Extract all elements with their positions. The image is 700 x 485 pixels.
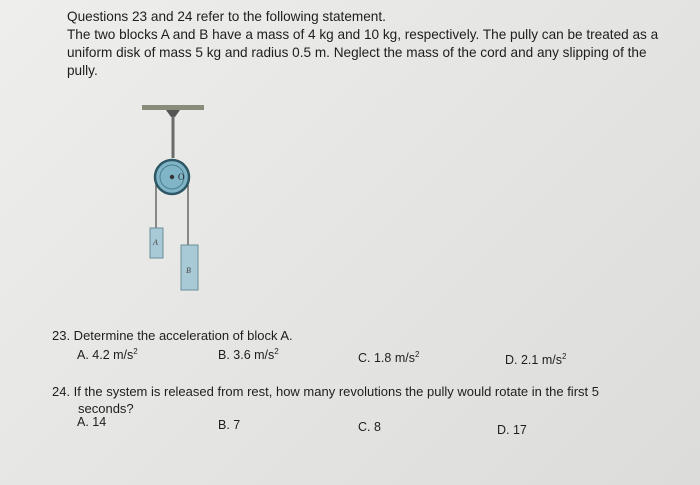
q24-option-a: A. 14 [77, 415, 107, 429]
question-23: 23. Determine the acceleration of block A. [52, 328, 293, 343]
q23-option-a-text: A. 4.2 m/s [77, 348, 134, 363]
q23-option-b [218, 347, 279, 362]
q23-option-c-power: 2 [414, 350, 420, 359]
question-24 [52, 383, 652, 417]
q23-option-b-text: B. 3.6 m/s [218, 348, 275, 363]
problem-line-2: uniform disk of mass 5 kg and radius 0.5 m. Neglect the mass of the cord and any slipping of the [67, 45, 647, 60]
problem-line-3: pully. [67, 63, 98, 78]
block-b-label: B [186, 266, 191, 275]
q24-option-b: B. 7 [218, 418, 241, 432]
q23-option-c-text: C. 1.8 m/s [358, 351, 415, 366]
q23-option-d-text: D. 2.1 m/s [505, 353, 562, 368]
problem-line-1: The two blocks A and B have a mass of 4 kg and 10 kg, respectively. The pully can be treated as a [67, 27, 659, 42]
q23-option-a [77, 347, 138, 362]
q23-option-b-power: 2 [274, 347, 279, 356]
q23-option-a-power: 2 [133, 347, 138, 356]
q23-option-d-power: 2 [561, 352, 567, 361]
q24-option-d: D. 17 [497, 423, 527, 437]
pulley-label: O [178, 172, 185, 182]
block-a-label: A [153, 238, 158, 247]
problem-statement [67, 8, 677, 80]
question-24-line-2: seconds? [78, 401, 134, 416]
q23-option-d [505, 352, 566, 367]
ceiling-support [142, 105, 204, 110]
question-24-line-1: 24. If the system is released from rest, how many revolutions the pully would rotate in the first 5 [52, 384, 599, 399]
q23-option-c [358, 350, 419, 365]
problem-heading: Questions 23 and 24 refer to the following statement. [67, 9, 386, 24]
pulley-axle [170, 175, 174, 179]
ceiling-mount [166, 110, 180, 117]
pulley-diagram [138, 100, 218, 300]
q24-option-c: C. 8 [358, 420, 381, 434]
